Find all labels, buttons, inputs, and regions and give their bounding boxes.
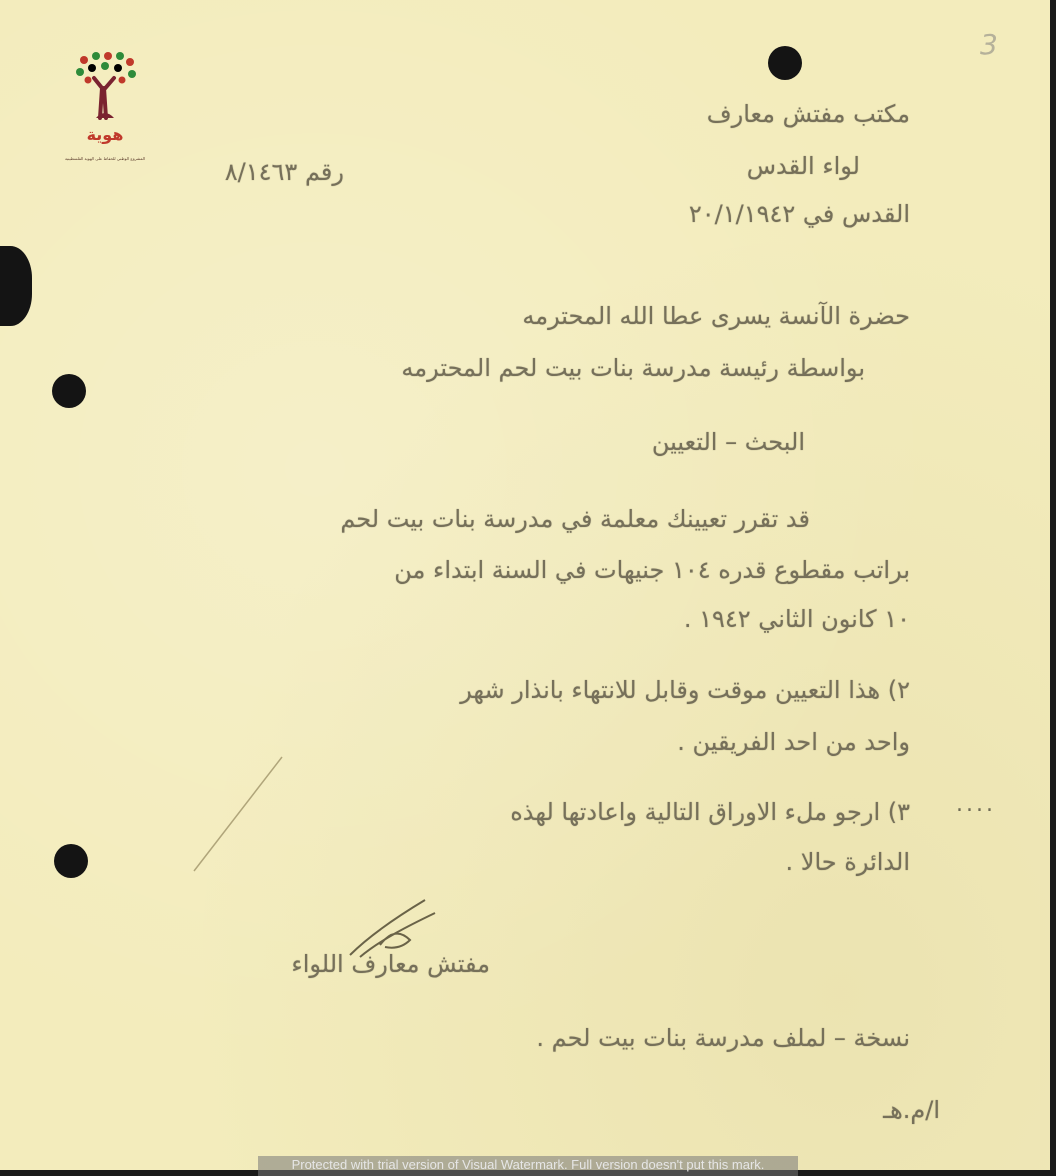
body-line-3: ١٠ كانون الثاني ١٩٤٢ .: [683, 605, 910, 633]
typist-initials: ا/م.هـ: [883, 1096, 940, 1124]
body-line-1: قد تقرر تعيينك معلمة في مدرسة بنات بيت لحم: [340, 505, 810, 533]
svg-text:هوية: هوية: [86, 125, 124, 144]
margin-dots: ....: [956, 792, 996, 817]
via-line: بواسطة رئيسة مدرسة بنات بيت لحم المحترمه: [401, 354, 865, 382]
place-date: القدس في ٢٠/١/١٩٤٢: [688, 200, 910, 228]
heritage-logo-icon: [64, 48, 146, 173]
watermark-banner: Protected with trial version of Visual Watermark. Full version doesn't put this mark.: [258, 1156, 798, 1176]
punch-hole-left-1: [52, 374, 86, 408]
punch-hole-top: [768, 46, 802, 80]
body-line-5: واحد من احد الفريقين .: [677, 728, 910, 756]
subject: البحث – التعيين: [651, 428, 805, 456]
body-line-4: ٢) هذا التعيين موقت وقابل للانتهاء بانذار شهر: [460, 676, 910, 704]
body-line-2: براتب مقطوع قدره ١٠٤ جنيهات في السنة ابتداء من: [394, 556, 910, 584]
pencil-mark-icon: [190, 755, 290, 875]
signature-title: مفتش معارف اللواء: [291, 950, 490, 978]
torn-edge-left: [0, 246, 32, 326]
district-name: لواء القدس: [746, 152, 860, 180]
punch-hole-left-2: [54, 844, 88, 878]
body-line-7: الدائرة حالا .: [785, 848, 910, 876]
svg-text:المشروع الوطني للحفاظ على الهو: المشروع الوطني للحفاظ على الهوية الفلسطينية: [64, 156, 146, 161]
reference-number: رقم ٨/١٤٦٣: [224, 158, 344, 186]
page-number: 3: [980, 28, 998, 61]
body-line-6: ٣) ارجو ملء الاوراق التالية واعادتها لهذه: [510, 798, 910, 826]
addressee: حضرة الآنسة يسرى عطا الله المحترمه: [522, 302, 910, 330]
office-name: مكتب مفتش معارف: [706, 100, 910, 128]
copy-line: نسخة – لملف مدرسة بنات بيت لحم .: [536, 1024, 910, 1052]
